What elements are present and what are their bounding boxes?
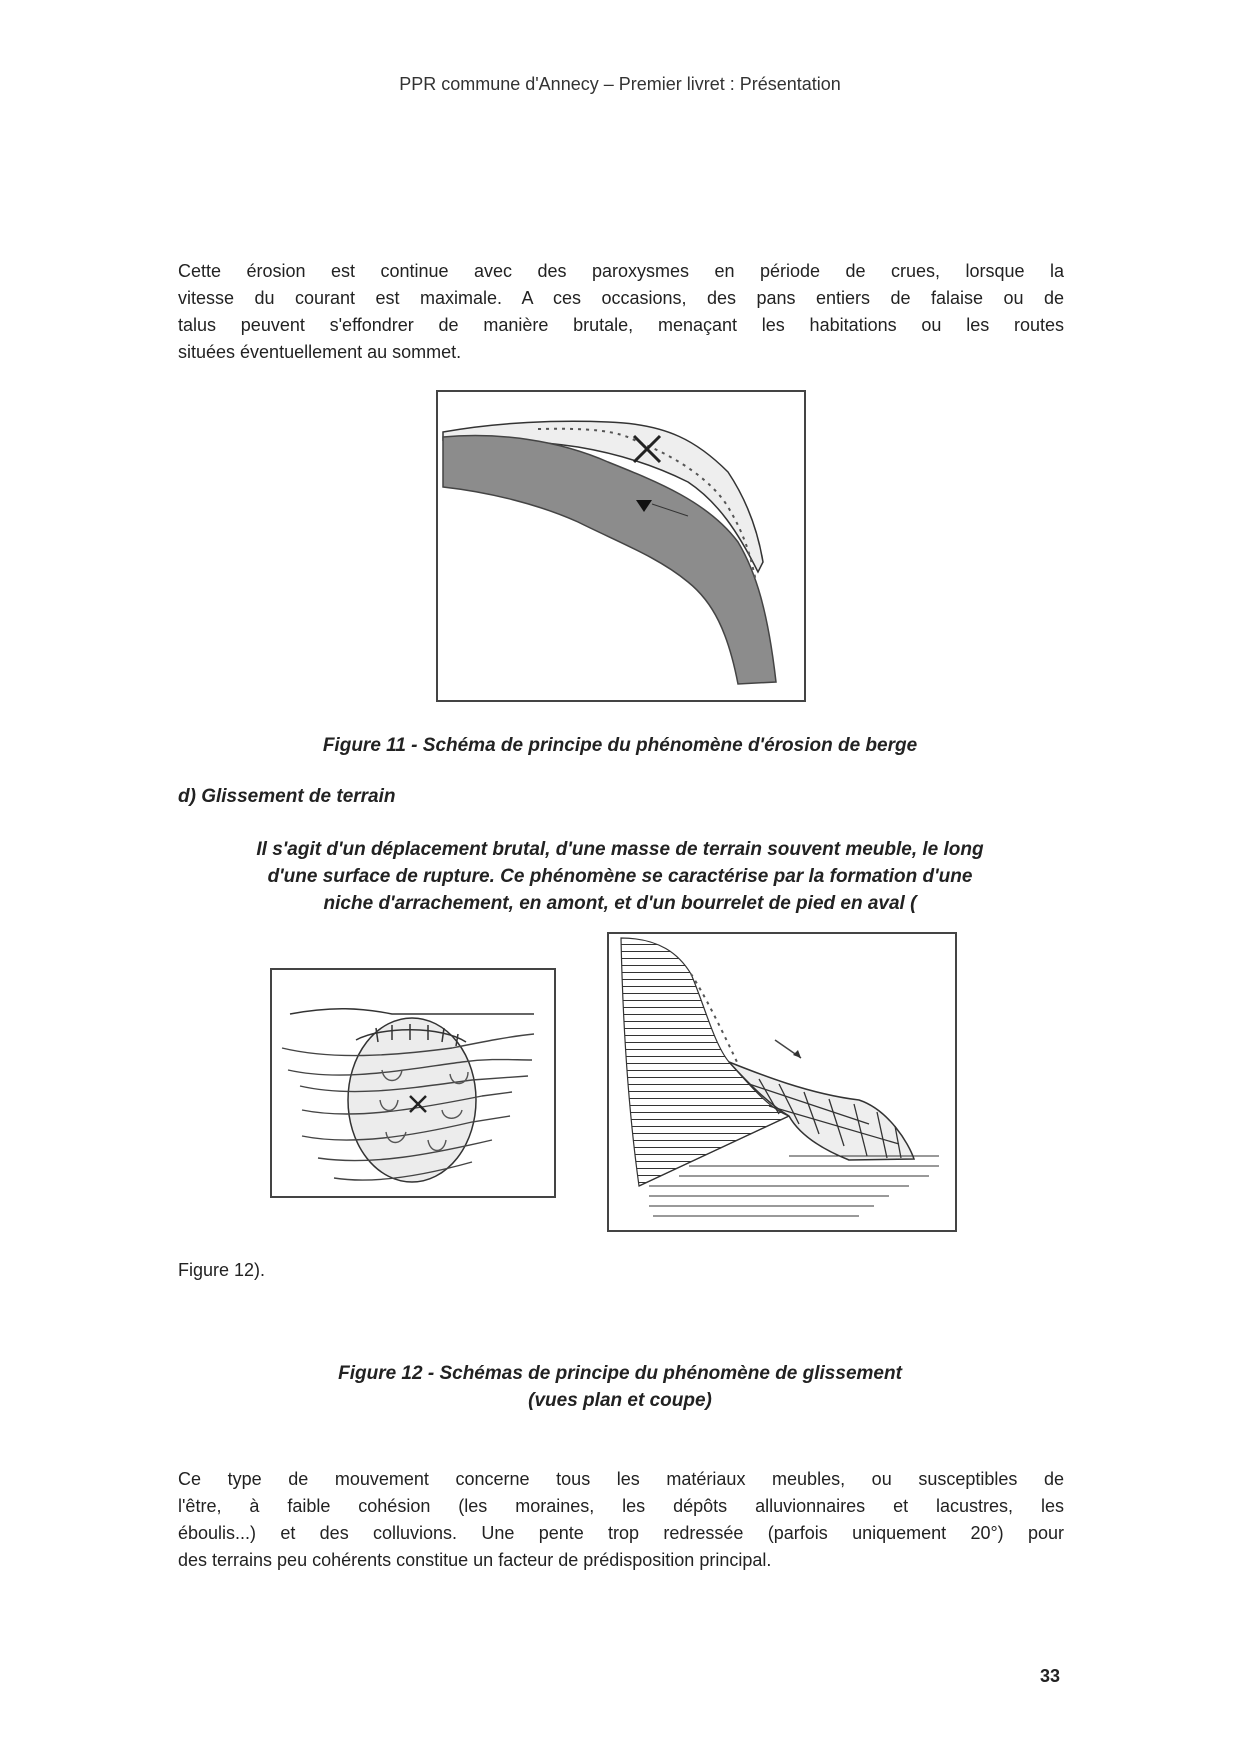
bank-erosion-illustration [438,392,804,700]
figure-12-caption-line: Figure 12 - Schémas de principe du phénomène de glissement [338,1363,902,1384]
page-number: 33 [1040,1666,1061,1686]
section-intro [160,836,1080,917]
intro-line: niche d'arrachement, en amont, et d'un bourrelet de pied en aval ( [323,893,917,914]
intro-line: Il s'agit d'un déplacement brutal, d'une masse de terrain souvent meuble, le long [256,839,984,860]
figure-12-caption-line: (vues plan et coupe) [528,1390,712,1411]
paragraph-line: vitesse du courant est maximale. A ces occasions, des pans entiers de falaise ou de [178,288,1064,308]
running-header: PPR commune d'Annecy – Premier livret : Présentation [399,74,841,94]
paragraph-line: talus peuvent s'effondrer de manière brutale, menaçant les habitations ou les routes [178,315,1064,335]
landslide-plan-illustration [272,970,554,1196]
paragraph-line: situées éventuellement au sommet. [178,342,462,362]
paragraph-line: des terrains peu cohérents constitue un facteur de prédisposition principal. [178,1550,772,1570]
paragraph-line: l'être, à faible cohésion (les moraines, les dépôts alluvionnaires et lacustres, les [178,1496,1064,1516]
landslide-section-illustration [609,934,955,1230]
figure-12-caption [0,1360,1240,1414]
intro-line: d'une surface de rupture. Ce phénomène se caractérise par la formation d'une [267,866,973,887]
paragraph-erosion [178,258,1064,366]
paragraph-line: Ce type de mouvement concerne tous les matériaux meubles, ou susceptibles de [178,1469,1064,1489]
figure-11-caption: Figure 11 - Schéma de principe du phénomène d'érosion de berge [322,735,918,756]
figure-12-plan-view [270,968,556,1198]
section-heading: d) Glissement de terrain [178,786,396,807]
stable-ground [621,938,789,1186]
paragraph-line: Cette érosion est continue avec des paroxysmes en période de crues, lorsque la [178,261,1064,281]
paragraph-movement [178,1466,1064,1574]
paragraph-line: éboulis...) et des colluvions. Une pente trop redressée (parfois uniquement 20°) pour [178,1523,1064,1543]
figure-11-diagram [436,390,806,702]
figure-12-section-view [607,932,957,1232]
figure-reference-continuation: Figure 12). [178,1260,266,1280]
